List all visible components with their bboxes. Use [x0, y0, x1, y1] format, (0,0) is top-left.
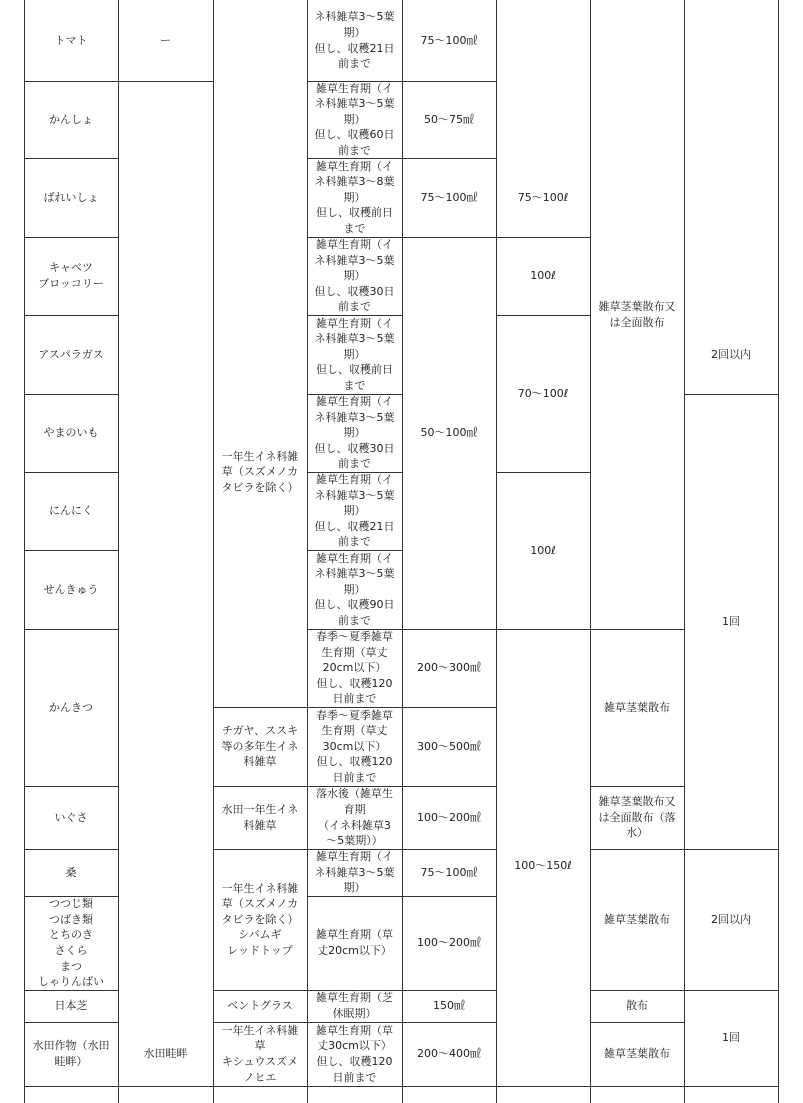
grid-line — [24, 237, 119, 238]
cell-text: ベントグラス — [227, 999, 293, 1013]
timing-cell-igusa — [307, 786, 402, 849]
cell-text: 1回 — [722, 1031, 740, 1045]
cell-text: かんきつ — [49, 700, 93, 714]
cell-text: 100～150ℓ — [514, 859, 572, 873]
cell-text: ネ科雑草3～5葉 期） 但し、収穫21日 前まで — [314, 10, 395, 71]
crop-cell-asparagus — [24, 315, 118, 394]
dose-cell-igusa — [402, 786, 496, 849]
grid-line — [402, 81, 497, 82]
crop-cell-nihonshiba — [24, 990, 118, 1022]
cell-text: 一年生イネ科雑 草 キシュウスズメ ノヒエ — [221, 1023, 299, 1084]
cell-text: 雑草生育期（イ ネ科雑草3～5葉 期） 但し、収穫21日 前まで — [314, 473, 395, 549]
cell-text: ばれいしょ — [43, 190, 99, 204]
cell-text: 雑草生育期（芝 休眠期） — [316, 991, 393, 1020]
cell-text: 2回以内 — [711, 912, 751, 926]
site-cell-paddy-levee — [118, 1022, 213, 1086]
water-cell-garlic-senkyu — [496, 472, 590, 629]
times-cell-middle — [684, 394, 778, 849]
cell-text: 雑草生育期（イ ネ科雑草3～5葉 期） 但し、収穫60日 前まで — [314, 81, 395, 157]
grid-line — [590, 0, 591, 1103]
timing-cell-asparagus — [307, 315, 402, 394]
grid-line — [24, 81, 119, 82]
grid-line — [402, 237, 497, 238]
timing-cell-garlic — [307, 472, 402, 550]
timing-cell-tomato — [307, 0, 402, 81]
cell-text: いぐさ — [54, 810, 88, 824]
grid-line — [590, 990, 685, 991]
grid-line — [307, 394, 403, 395]
grid-line — [24, 849, 119, 850]
timing-cell-citrus1 — [307, 629, 402, 707]
crop-cell-shrubs — [24, 896, 118, 990]
cell-text: 雑草生育期（イ ネ科雑草3～8葉 期） 但し、収穫前日 まで — [314, 159, 395, 235]
crop-cell-cabbage — [24, 237, 118, 315]
dose-cell-mulberry — [402, 849, 496, 896]
cell-text: 75～100㎖ — [420, 33, 478, 47]
grid-line — [213, 707, 308, 708]
times-cell-bottom — [684, 990, 778, 1086]
crop-cell-sugarcane — [24, 81, 118, 158]
grid-line — [24, 1086, 779, 1087]
cell-text: 200～300㎖ — [417, 661, 481, 675]
cell-text: 50～100㎖ — [420, 426, 478, 440]
grid-line — [307, 237, 403, 238]
grid-line — [307, 629, 403, 630]
weed-cell-paddy-annual — [213, 786, 307, 849]
timing-cell-paddy — [307, 1022, 402, 1086]
crop-cell-potato — [24, 158, 118, 237]
grid-line — [684, 0, 685, 1103]
grid-line — [307, 315, 403, 316]
cell-text: 雑草茎葉散布又 は全面散布 — [598, 299, 676, 329]
cell-text: 日本芝 — [54, 999, 88, 1013]
dose-cell-sugarcane — [402, 81, 496, 158]
grid-line — [307, 849, 403, 850]
water-cell-asp-yam — [496, 315, 590, 472]
grid-line — [24, 629, 119, 630]
cell-text: 雑草茎葉散布 — [604, 700, 670, 714]
cell-text: やまのいも — [43, 426, 99, 440]
cell-text: 一年生イネ科雑 草（スズメノカ タビラを除く） シバムギ レッドトップ — [221, 881, 299, 957]
cell-text: 100ℓ — [530, 543, 556, 557]
method-cell-foliar-shrubs — [590, 849, 684, 990]
grid-line — [213, 1022, 308, 1023]
grid-line — [307, 81, 403, 82]
crop-cell-citrus — [24, 629, 118, 786]
grid-line — [684, 990, 779, 991]
cell-text: チガヤ、ススキ 等の多年生イネ 科雑草 — [221, 724, 299, 769]
grid-line — [213, 0, 214, 1103]
grid-line — [24, 550, 119, 551]
grid-line — [496, 629, 591, 630]
site-cell-dash — [118, 0, 213, 81]
grid-line — [24, 1022, 119, 1023]
water-cell-potato — [496, 158, 590, 237]
cell-text: 春季～夏季雑草 生育期（草丈 20cm以下） 但し、収穫120 日前まで — [316, 630, 393, 706]
timing-cell-potato — [307, 158, 402, 237]
cell-text: 雑草茎葉散布 — [604, 1047, 670, 1061]
crop-cell-garlic — [24, 472, 118, 550]
timing-cell-citrus2 — [307, 707, 402, 786]
timing-cell-yam — [307, 394, 402, 472]
dose-cell-shrubs — [402, 896, 496, 990]
grid-line — [402, 629, 497, 630]
grid-line — [213, 786, 308, 787]
timing-cell-nihonshiba — [307, 990, 402, 1022]
cell-text: 150㎖ — [433, 999, 465, 1013]
grid-line — [307, 990, 403, 991]
cell-text: にんにく — [49, 504, 93, 518]
cell-text: 水田一年生イネ 科雑草 — [221, 802, 299, 832]
grid-line — [24, 394, 119, 395]
method-cell-foliar-or-full — [590, 0, 684, 629]
grid-line — [118, 81, 214, 82]
grid-line — [24, 990, 119, 991]
cell-text: 落水後（雑草生 育期 （イネ科雑草3 ～5葉期）） — [316, 787, 393, 848]
crop-cell-tomato — [24, 0, 118, 81]
dose-cell-group-50-100 — [402, 237, 496, 629]
cell-text: 雑草生育期（イ ネ科雑草3～5葉 期） 但し、収穫前日 まで — [314, 316, 395, 392]
weed-cell-kishuu — [213, 1022, 307, 1086]
cell-text: 雑草茎葉散布又 は全面散布（落 水） — [598, 795, 676, 840]
method-cell-foliar-or-full-drain — [590, 786, 684, 849]
cell-text: 75～100ℓ — [517, 190, 569, 204]
grid-line — [590, 629, 685, 630]
dose-cell-citrus1 — [402, 629, 496, 707]
grid-line — [402, 707, 497, 708]
dose-cell-nihonshiba — [402, 990, 496, 1022]
cell-text: 100～200㎖ — [417, 936, 481, 950]
grid-line — [307, 1022, 403, 1023]
grid-line — [402, 786, 497, 787]
grid-line — [496, 0, 497, 1103]
weed-cell-annual-shibamugi — [213, 849, 307, 990]
weed-cell-perennial — [213, 707, 307, 786]
grid-line — [24, 472, 119, 473]
cell-text: 雑草生育期（イ ネ科雑草3～5葉 期） 但し、収穫30日 前まで — [314, 238, 395, 314]
grid-line — [307, 896, 403, 897]
cell-text: 水田畦畔 — [143, 1047, 188, 1061]
cell-text: トマト — [54, 33, 88, 47]
method-cell-foliar-citrus — [590, 629, 684, 786]
grid-line — [590, 1022, 685, 1023]
timing-cell-cabbage — [307, 237, 402, 315]
water-cell-rest — [496, 629, 590, 1103]
water-cell-cabbage — [496, 237, 590, 315]
cell-text: 75～100㎖ — [420, 190, 478, 204]
dose-cell-citrus2 — [402, 707, 496, 786]
cell-text: 100ℓ — [530, 269, 556, 283]
grid-line — [213, 990, 308, 991]
grid-line — [590, 786, 685, 787]
dose-cell-tomato — [402, 0, 496, 81]
crop-cell-yam — [24, 394, 118, 472]
dose-cell-paddy — [402, 1022, 496, 1086]
crop-cell-mulberry — [24, 849, 118, 896]
cell-text: 50～75㎖ — [424, 112, 474, 126]
grid-line — [213, 849, 308, 850]
timing-cell-mulberry — [307, 849, 402, 896]
grid-line — [402, 896, 497, 897]
grid-line — [307, 707, 403, 708]
grid-line — [402, 0, 403, 1103]
cell-text: 雑草生育期（イ ネ科雑草3～5葉 期） 但し、収穫30日 前まで — [314, 395, 395, 471]
grid-line — [307, 158, 403, 159]
cell-text: 100～200㎖ — [417, 810, 481, 824]
grid-line — [684, 394, 779, 395]
grid-line — [402, 158, 497, 159]
cell-text: 雑草生育期（草 丈20cm以下） — [316, 928, 393, 957]
cell-text: 75～100㎖ — [420, 865, 478, 879]
cell-text: 雑草生育期（イ ネ科雑草3～5葉 期） 但し、収穫90日 前まで — [314, 551, 395, 627]
cell-text: 一年生イネ科雑 草（スズメノカ タビラを除く） — [221, 449, 299, 494]
grid-line — [402, 1022, 497, 1023]
grid-line — [496, 315, 591, 316]
cell-text: 2回以内 — [711, 347, 751, 361]
grid-line — [24, 158, 119, 159]
timing-cell-shrubs — [307, 896, 402, 990]
dose-cell-potato — [402, 158, 496, 237]
grid-line — [24, 0, 25, 1103]
cell-text: 水田作物（水田 畦畔） — [32, 1039, 110, 1068]
cell-text: 桑 — [65, 865, 77, 879]
cell-text: 雑草茎葉散布 — [604, 912, 670, 926]
grid-line — [778, 0, 779, 1103]
weed-cell-annual-grass — [213, 237, 307, 707]
cell-text: 散布 — [626, 999, 648, 1013]
timing-cell-sugarcane — [307, 81, 402, 158]
cell-text: 雑草生育期（イ ネ科雑草3～5葉 期） — [314, 850, 395, 895]
grid-line — [307, 472, 403, 473]
cell-text: 200～400㎖ — [417, 1047, 481, 1061]
cell-text: せんきゅう — [43, 582, 99, 596]
method-cell-foliar-paddy — [590, 1022, 684, 1086]
grid-line — [496, 472, 591, 473]
grid-line — [307, 0, 308, 1103]
method-cell-spray — [590, 990, 684, 1022]
cell-text: 70～100ℓ — [517, 386, 569, 400]
grid-line — [24, 896, 119, 897]
crop-cell-paddy — [24, 1022, 118, 1086]
grid-line — [307, 786, 403, 787]
cell-text: アスパラガス — [38, 347, 104, 361]
grid-line — [496, 237, 591, 238]
cell-text: 1回 — [722, 614, 740, 628]
times-cell-asparagus — [684, 315, 778, 394]
grid-line — [402, 990, 497, 991]
cell-text: キャベツ ブロッコリー — [38, 261, 104, 290]
grid-line — [118, 0, 119, 1103]
crop-cell-senkyu — [24, 550, 118, 629]
grid-line — [684, 849, 779, 850]
cell-text: 雑草生育期（草 丈30cm以下） 但し、収穫120 日前まで — [316, 1023, 393, 1084]
times-cell-shrubs — [684, 849, 778, 990]
grid-line — [402, 849, 497, 850]
grid-line — [24, 315, 119, 316]
cell-text: つつじ類 つばき類 とちのき さくら まつ しゃりんばい — [38, 897, 104, 989]
cell-text: ー — [160, 33, 171, 47]
grid-line — [590, 849, 685, 850]
cell-text: 300～500㎖ — [417, 739, 481, 753]
weed-cell-bentgrass — [213, 990, 307, 1022]
grid-line — [24, 786, 119, 787]
cell-text: かんしょ — [49, 112, 93, 126]
cell-text: 春季～夏季雑草 生育期（草丈 30cm以下） 但し、収穫120 日前まで — [316, 708, 393, 784]
crop-cell-igusa — [24, 786, 118, 849]
timing-cell-senkyu — [307, 550, 402, 629]
grid-line — [307, 550, 403, 551]
